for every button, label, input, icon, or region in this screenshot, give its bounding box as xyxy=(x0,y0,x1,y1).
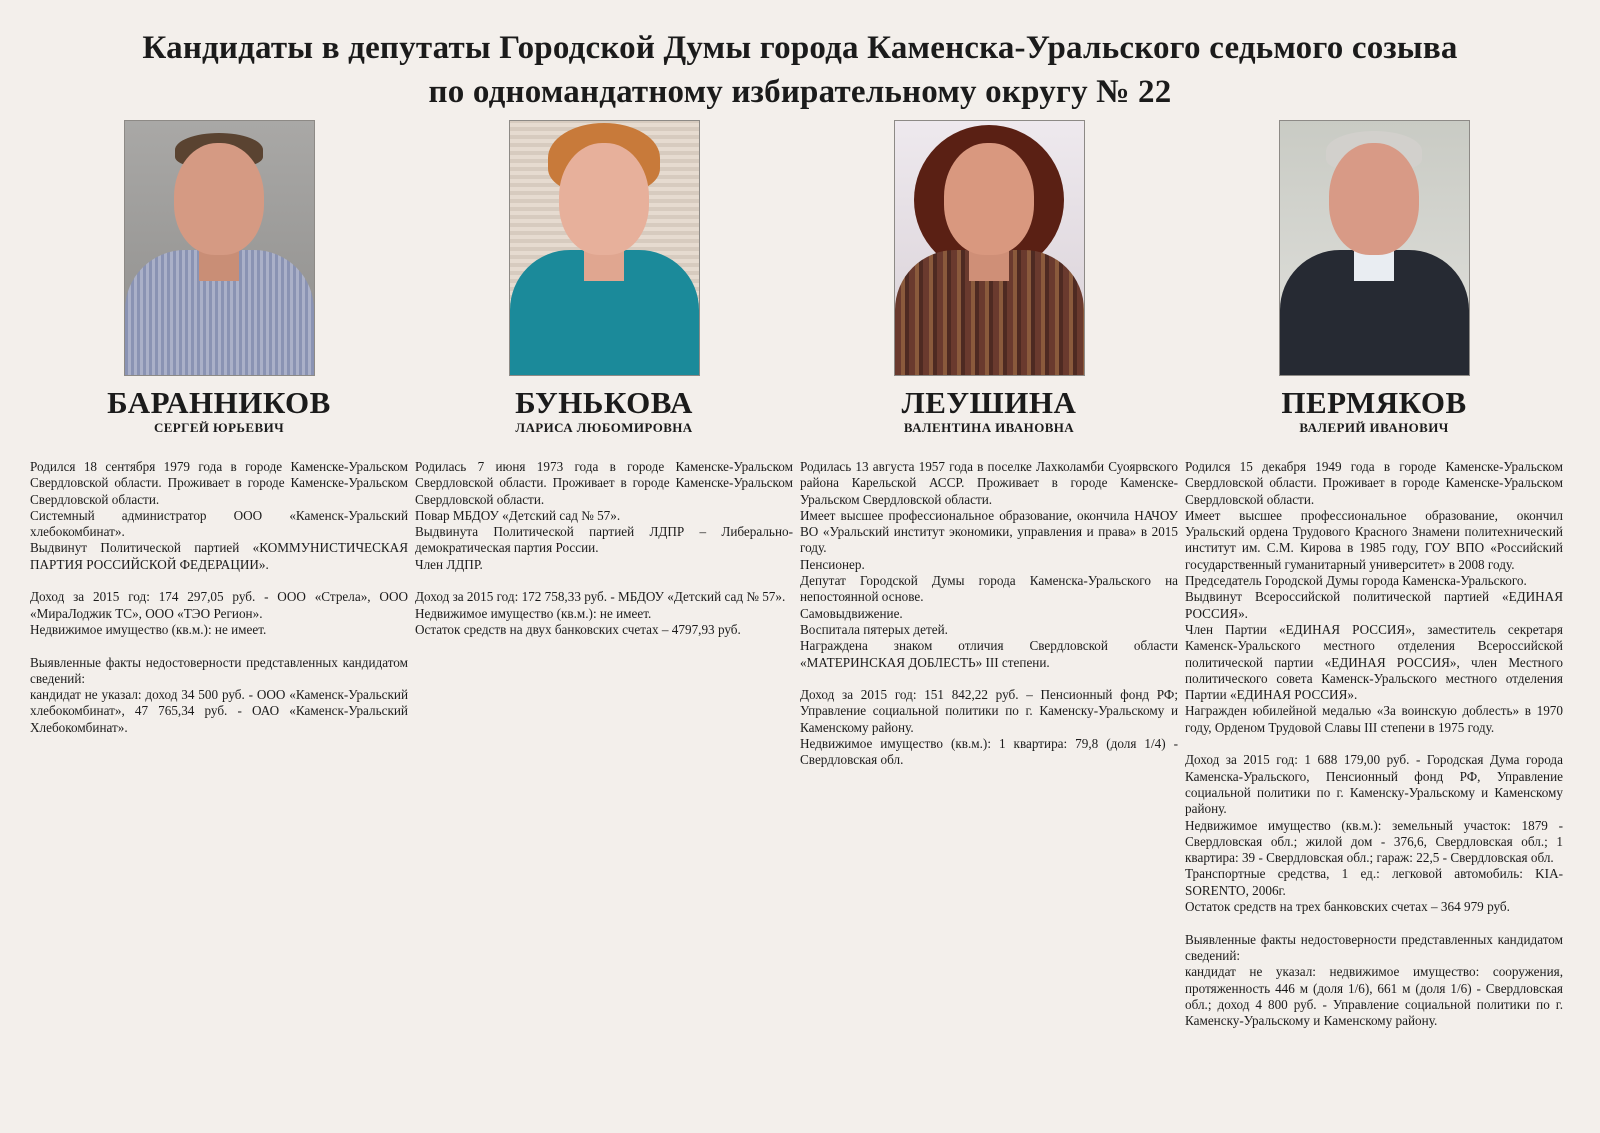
bio-paragraph: Выявленные факты недостоверности представленных кандидатом сведений: xyxy=(1185,931,1563,963)
bio-paragraph: Остаток средств на трех банковских счетах – 364 979 руб. xyxy=(1185,899,1510,915)
candidate-given-names: ВАЛЕРИЙ ИВАНОВИЧ xyxy=(1299,420,1449,435)
candidate-surname: БУНЬКОВА xyxy=(515,385,693,420)
bio-paragraph: Транспортные средства, 1 ед.: легковой автомобиль: KIA-SORENTO, 2006г. xyxy=(1185,866,1563,898)
bio-paragraph: Член Партии «ЕДИНАЯ РОССИЯ», заместитель секретаря Каменск-Уральского местного отделения Всероссийской политической партии «ЕДИНАЯ РОССИЯ», член Местного политического совета Каменск-Уральского местного отделения Партии «ЕДИНАЯ РОССИЯ». xyxy=(1185,621,1563,703)
bio-paragraph: Награждена знаком отличия Свердловской области «МАТЕРИНСКАЯ ДОБЛЕСТЬ» III степени. xyxy=(800,638,1178,670)
bio-paragraph: Родился 15 декабря 1949 года в городе Каменске-Уральском Свердловской области. Проживает в городе Каменске-Уральском Свердловской области. xyxy=(1185,459,1563,507)
candidate-card xyxy=(415,120,793,1029)
bio-paragraph: Воспитала пятерых детей. xyxy=(800,621,948,637)
candidate-photo xyxy=(894,120,1085,376)
bio-paragraph: Выявленные факты недостоверности представленных кандидатом сведений: xyxy=(30,654,408,686)
candidate-columns xyxy=(30,120,1563,1029)
bio-paragraph: Остаток средств на двух банковских счетах – 4797,93 руб. xyxy=(415,621,741,637)
bio-paragraph: Член ЛДПР. xyxy=(415,556,483,572)
candidate-bio xyxy=(30,459,408,736)
bio-paragraph: кандидат не указал: доход 34 500 руб. - ООО «Каменск-Уральский хлебокомбинат», 47 765,34 руб. - ОАО «Каменск-Уральский Хлебокомбинат». xyxy=(30,687,408,735)
bio-paragraph: Доход за 2015 год: 151 842,22 руб. – Пенсионный фонд РФ; Управление социальной политики по г. Каменску-Уральскому и Каменскому району. xyxy=(800,687,1178,735)
page-title xyxy=(0,0,1600,114)
candidate-given-names: СЕРГЕЙ ЮРЬЕВИЧ xyxy=(153,420,285,435)
bio-paragraph: кандидат не указал: недвижимое имущество: сооружения, протяженность 446 м (доля 1/6), 661 м (доля 1/6) - Свердловская обл.; доход 4 800 руб. - Управление социальной политики по г. Каменску-Уральскому и Каменскому району. xyxy=(1185,964,1563,1029)
candidate-photo xyxy=(124,120,315,376)
bio-paragraph: Выдвинут Всероссийской политической партией «ЕДИНАЯ РОССИЯ». xyxy=(1185,589,1563,621)
bio-paragraph: Повар МБДОУ «Детский сад № 57». xyxy=(415,507,621,523)
bio-paragraph: Самовыдвижение. xyxy=(800,605,903,621)
candidate-bio xyxy=(1185,459,1563,1029)
bio-paragraph: Доход за 2015 год: 1 688 179,00 руб. - Городская Дума города Каменска-Уральского, Пенсионный фонд РФ, Управление социальной политики по г. Каменску-Уральскому и Каменскому району. xyxy=(1185,752,1563,817)
bio-paragraph: Выдвинута Политической партией ЛДПР – Либерально-демократическая партия России. xyxy=(415,524,793,556)
bio-paragraph: Имеет высшее профессиональное образование, окончил Уральский ордена Трудового Красного Знамени политехнический институт им. С.М. Кирова в 1985 году, ГОУ ВПО «Российский государственный гуманитарный университет» в 2008 году. xyxy=(1185,507,1563,572)
bio-paragraph: Недвижимое имущество (кв.м.): не имеет. xyxy=(415,605,652,621)
bio-paragraph: Системный администратор ООО «Каменск-Уральский хлебокомбинат». xyxy=(30,507,408,540)
bio-paragraph: Родилась 13 августа 1957 года в поселке Лахколамби Суоярвского района Карельской АССР. Проживает в городе Каменске-Уральском Свердловской области. xyxy=(800,459,1178,507)
candidate-card xyxy=(800,120,1178,1029)
bio-paragraph: Имеет высшее профессиональное образование, окончила НАЧОУ ВО «Уральский институт экономики, управления и права» в 2015 году. xyxy=(800,507,1178,556)
candidate-surname: БАРАННИКОВ xyxy=(107,385,331,420)
title-line-1: Кандидаты в депутаты Городской Думы города Каменска-Уральского седьмого созыва xyxy=(142,30,1458,66)
candidate-card xyxy=(30,120,408,1029)
candidate-bio xyxy=(800,459,1178,769)
bio-paragraph: Родился 18 сентября 1979 года в городе Каменске-Уральском Свердловской области. Проживает в городе Каменске-Уральском Свердловской области. xyxy=(30,459,408,507)
candidate-photo xyxy=(1279,120,1470,376)
candidate-given-names: ВАЛЕНТИНА ИВАНОВНА xyxy=(903,420,1075,435)
bio-paragraph: Недвижимое имущество (кв.м.): 1 квартира: 79,8 (доля 1/4) - Свердловская обл. xyxy=(800,736,1178,768)
bio-paragraph: Родилась 7 июня 1973 года в городе Каменске-Уральском Свердловской области. Проживает в городе Каменске-Уральском Свердловской области. xyxy=(415,459,793,507)
candidate-photo xyxy=(509,120,700,376)
title-line-2: по одномандатному избирательному округу № 22 xyxy=(428,74,1172,110)
bio-paragraph: Доход за 2015 год: 172 758,33 руб. - МБДОУ «Детский сад № 57». xyxy=(415,589,786,605)
bio-paragraph: Доход за 2015 год: 174 297,05 руб. - ООО «Стрела», ООО «МираЛоджик ТС», ООО «ТЭО Регион». xyxy=(30,589,408,621)
bio-paragraph: Пенсионер. xyxy=(800,556,865,572)
bio-paragraph: Выдвинут Политической партией «КОММУНИСТИЧЕСКАЯ ПАРТИЯ РОССИЙСКОЙ ФЕДЕРАЦИИ». xyxy=(30,540,408,572)
bio-paragraph: Недвижимое имущество (кв.м.): не имеет. xyxy=(30,621,267,637)
candidate-surname: ПЕРМЯКОВ xyxy=(1281,385,1467,420)
candidate-surname: ЛЕУШИНА xyxy=(901,385,1077,420)
candidate-given-names: ЛАРИСА ЛЮБОМИРОВНА xyxy=(515,420,693,435)
bio-paragraph: Председатель Городской Думы города Каменска-Уральского. xyxy=(1185,573,1527,589)
bio-paragraph: Недвижимое имущество (кв.м.): земельный участок: 1879 - Свердловская обл.; жилой дом - 376,6, Свердловская обл.; 1 квартира: 39 - Свердловская обл.; гараж: 22,5 - Свердловская обл. xyxy=(1185,817,1563,866)
candidate-bio xyxy=(415,459,793,638)
bio-paragraph: Депутат Городской Думы города Каменска-Уральского на непостоянной основе. xyxy=(800,573,1178,605)
candidate-card xyxy=(1185,120,1563,1029)
bio-paragraph: Награжден юбилейной медалью «За воинскую доблесть» в 1970 году, Орденом Трудовой Славы III степени в 1975 году. xyxy=(1185,703,1563,735)
